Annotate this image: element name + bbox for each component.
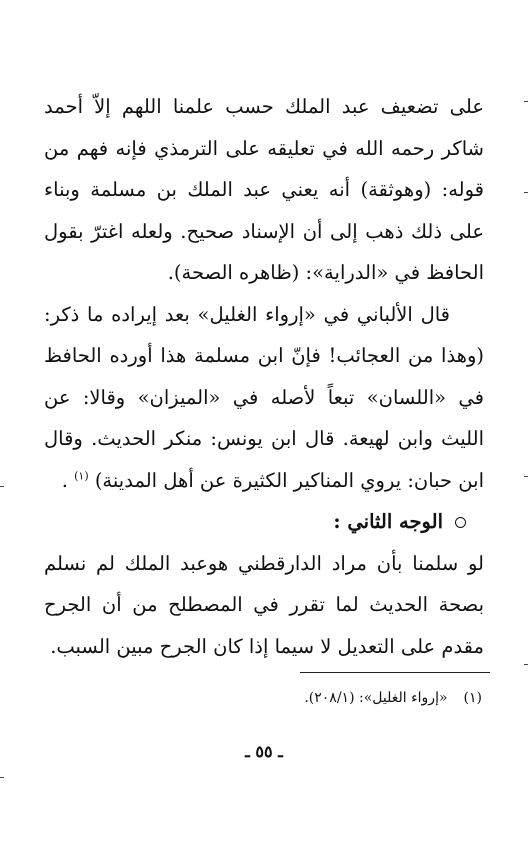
- section-heading: [44, 501, 484, 543]
- footnote-text: «إرواء الغليل»: (٢٠٨/١).: [304, 690, 448, 706]
- paragraph-3: لو سلمنا بأن مراد الدارقطني هوعبد الملك لم نسلم بصحة الحديث لما تقرر في المصطلح من أن الجرح مقدم على التعديل لا سيما إذا كان الجرح مبين السبب.: [44, 551, 484, 658]
- footnote-separator: [300, 672, 490, 673]
- paragraph-2-text: قال الألباني في «إرواء الغليل» بعد إيراده ما ذكر: (وهذا من العجائب! فإنّ ابن مسلمة هذا أورده الحافظ في «اللسان» تبعاً لأصله في «الميزان» وقالا: عن الليث وابن لهيعة. قال ابن يونس: منكر الحديث. وقال ابن حبان: يروي المناكير الكثيرة عن أهل المدينة): [44, 302, 484, 492]
- margin-tick: [524, 192, 528, 193]
- margin-tick: [524, 664, 528, 665]
- page-number: ـ ٥٥ ـ: [245, 742, 283, 761]
- margin-tick: [0, 486, 4, 487]
- circle-bullet-icon: [455, 517, 466, 528]
- footnote-reference: (١): [74, 469, 89, 482]
- margin-tick: [524, 476, 528, 477]
- paragraph-1: على تضعيف عبد الملك حسب علمنا اللهم إلاّ أحمد شاكر رحمه الله في تعليقه على الترمذي فإنه فهم من قوله: (وهوثقة) أنه يعني عبد الملك بن مسلمة وبناء على ذلك ذهب إلى أن الإسناد صحيح. ولعله اغترّ بقول الحافظ في «الدراية»: (ظاهره الصحة).: [44, 95, 484, 284]
- footnote: [304, 686, 482, 710]
- margin-tick: [0, 777, 4, 778]
- footnote-number: (١): [463, 690, 482, 706]
- margin-tick: [524, 101, 528, 102]
- section-heading-text: الوجه الثاني :: [333, 510, 443, 533]
- paragraph-2-end: .: [61, 468, 68, 492]
- main-text: [44, 86, 484, 667]
- paragraph-2: [44, 294, 484, 502]
